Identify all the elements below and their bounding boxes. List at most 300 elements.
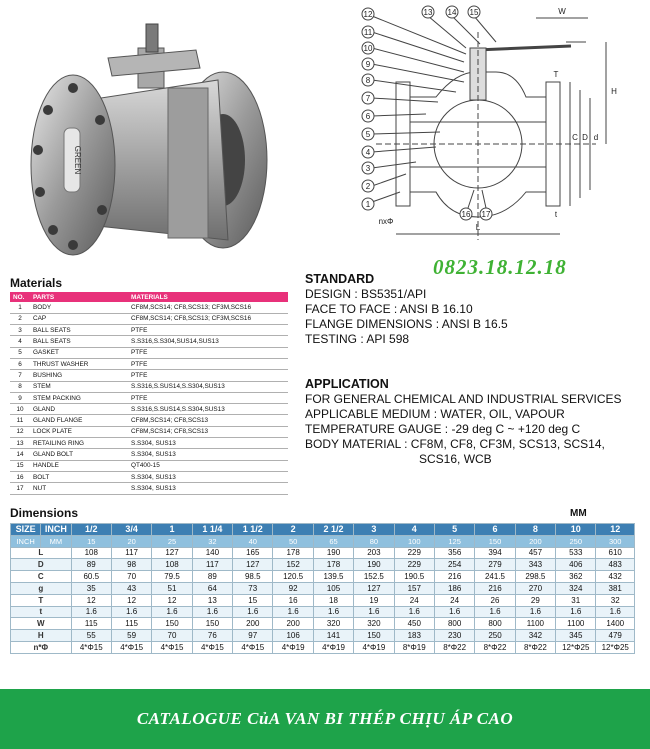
dimensions-cell: 31	[556, 594, 596, 606]
dimensions-cell: 406	[556, 559, 596, 571]
materials-part: HANDLE	[30, 460, 128, 471]
dimensions-row	[11, 641, 635, 653]
dimensions-cell: 270	[515, 582, 555, 594]
materials-material: S.S304, SUS13	[128, 471, 288, 482]
dimensions-cell: 200	[273, 618, 313, 630]
dimensions-cell: 127	[152, 547, 192, 559]
dimensions-cell: 216	[434, 571, 474, 583]
application-line: TEMPERATURE GAUGE : -29 deg C ~ +120 deg C	[305, 422, 581, 436]
materials-no: 14	[10, 449, 30, 460]
dimensions-cell: 12*Φ25	[596, 641, 635, 653]
dimensions-cell: 59	[111, 630, 151, 642]
dimensions-cell: 1.6	[556, 606, 596, 618]
dimensions-cell: 24	[394, 594, 434, 606]
dimensions-cell: 241.5	[475, 571, 515, 583]
dim-label-w: W	[558, 7, 566, 16]
dimensions-cell: 150	[354, 630, 394, 642]
svg-text:15: 15	[469, 8, 479, 17]
dimensions-row-label: C	[11, 571, 72, 583]
green-logo-text: GREEN	[73, 145, 82, 175]
materials-part: BODY	[30, 302, 128, 313]
materials-no: 15	[10, 460, 30, 471]
materials-material: CF8M,SCS14; CF8,SCS13; CF3M,SCS16	[128, 302, 288, 313]
materials-table	[10, 292, 288, 495]
materials-material: S.S304, SUS13	[128, 483, 288, 494]
callout-2	[362, 180, 374, 192]
materials-part: BOLT	[30, 471, 128, 482]
dimensions-row	[11, 606, 635, 618]
standard-line: FLANGE DIMENSIONS : ANSI B 16.5	[305, 317, 508, 331]
dimensions-header-cell: 250	[556, 535, 596, 547]
callout-6	[362, 110, 374, 122]
materials-no: 10	[10, 404, 30, 415]
svg-text:16: 16	[461, 210, 471, 219]
materials-header-no: NO.	[10, 292, 30, 302]
dimensions-cell: 342	[515, 630, 555, 642]
svg-text:2: 2	[365, 182, 371, 191]
materials-row	[10, 336, 288, 347]
dimensions-cell: 1.6	[515, 606, 555, 618]
dimensions-cell: 4*Φ19	[313, 641, 353, 653]
materials-part: BUSHING	[30, 370, 128, 381]
svg-text:5: 5	[365, 130, 371, 139]
materials-material: PTFE	[128, 370, 288, 381]
dimensions-cell: 70	[111, 571, 151, 583]
dim-label-c: C	[572, 133, 578, 142]
dimensions-cell: 4*Φ19	[273, 641, 313, 653]
dimensions-header-cell: 65	[313, 535, 353, 547]
svg-text:1: 1	[365, 200, 371, 209]
materials-row	[10, 381, 288, 392]
dimensions-header-cell: MM	[41, 535, 71, 547]
materials-row	[10, 347, 288, 358]
materials-no: 4	[10, 336, 30, 347]
dimensions-cell: 115	[71, 618, 111, 630]
materials-part: BALL SEATS	[30, 336, 128, 347]
dimensions-row	[11, 594, 635, 606]
dimensions-cell: 250	[475, 630, 515, 642]
dimensions-cell: 51	[152, 582, 192, 594]
dimensions-cell: 8*Φ22	[434, 641, 474, 653]
dimensions-cell: 12*Φ25	[556, 641, 596, 653]
dimensions-cell: 92	[273, 582, 313, 594]
dimensions-cell: 26	[475, 594, 515, 606]
dimensions-cell: 105	[313, 582, 353, 594]
materials-material: PTFE	[128, 358, 288, 369]
dimensions-cell: 229	[394, 559, 434, 571]
phone-number: 0823.18.12.18	[433, 255, 567, 279]
svg-text:4: 4	[365, 148, 371, 157]
dimensions-cell: 190	[313, 547, 353, 559]
dimensions-title: Dimensions	[10, 506, 79, 520]
standard-line: TESTING : API 598	[305, 332, 410, 346]
valve-cross-section-drawing	[356, 2, 638, 250]
dimensions-row-label: g	[11, 582, 72, 594]
svg-text:6: 6	[365, 112, 371, 121]
dimensions-header-cell: INCH	[11, 535, 41, 547]
dimensions-row	[11, 547, 635, 559]
dimensions-row-label: L	[11, 547, 72, 559]
materials-no: 9	[10, 392, 30, 403]
materials-part: NUT	[30, 483, 128, 494]
dimensions-cell: 19	[354, 594, 394, 606]
dimensions-cell: 35	[71, 582, 111, 594]
dimensions-cell: 216	[475, 582, 515, 594]
materials-row	[10, 483, 288, 494]
materials-header-parts: PARTS	[30, 292, 128, 302]
dimensions-cell: 141	[313, 630, 353, 642]
materials-part: GLAND	[30, 404, 128, 415]
dimensions-cell: 117	[111, 547, 151, 559]
dimensions-cell: 4*Φ15	[192, 641, 232, 653]
dimensions-row	[11, 582, 635, 594]
materials-no: 5	[10, 347, 30, 358]
dimensions-cell: 279	[475, 559, 515, 571]
dimensions-cell: 16	[273, 594, 313, 606]
materials-part: STEM	[30, 381, 128, 392]
dim-label-l: L	[475, 223, 481, 232]
dimensions-cell: 1.6	[273, 606, 313, 618]
materials-part: GLAND BOLT	[30, 449, 128, 460]
dimensions-cell: 394	[475, 547, 515, 559]
dimensions-cell: 483	[596, 559, 635, 571]
svg-text:8: 8	[365, 76, 371, 85]
dimensions-cell: 120.5	[273, 571, 313, 583]
dimensions-header-cell: 2	[273, 524, 313, 536]
dimensions-cell: 610	[596, 547, 635, 559]
application-section	[305, 377, 622, 467]
materials-no: 3	[10, 325, 30, 336]
dimensions-header-cell: 200	[515, 535, 555, 547]
dimensions-cell: 479	[596, 630, 635, 642]
dimensions-cell: 8*Φ22	[475, 641, 515, 653]
dimensions-cell: 152	[273, 559, 313, 571]
svg-text:10: 10	[363, 44, 373, 53]
materials-row	[10, 302, 288, 313]
dimensions-cell: 343	[515, 559, 555, 571]
dimensions-cell: 362	[556, 571, 596, 583]
dimensions-cell: 108	[152, 559, 192, 571]
dimensions-header-cell: 25	[152, 535, 192, 547]
materials-part: STEM PACKING	[30, 392, 128, 403]
dimensions-cell: 15	[233, 594, 273, 606]
dimensions-header-cell: 150	[475, 535, 515, 547]
dimensions-cell: 533	[556, 547, 596, 559]
dimensions-cell: 1.6	[475, 606, 515, 618]
materials-row	[10, 392, 288, 403]
dimensions-header-cell: 1 1/4	[192, 524, 232, 536]
dimensions-header-cell: 15	[71, 535, 111, 547]
dimensions-cell: 1.6	[596, 606, 635, 618]
ball-valve-photo	[18, 10, 280, 260]
dimensions-header-cell: 4	[394, 524, 434, 536]
dimensions-header-cell: 125	[434, 535, 474, 547]
dimensions-header-row	[11, 524, 635, 536]
materials-no: 11	[10, 415, 30, 426]
dim-label-small-d: d	[593, 133, 599, 142]
callout-11	[362, 26, 374, 38]
dimensions-cell: 1.6	[152, 606, 192, 618]
dimensions-cell: 12	[111, 594, 151, 606]
materials-part: GLAND FLANGE	[30, 415, 128, 426]
dimensions-cell: 800	[434, 618, 474, 630]
dimensions-cell: 1.6	[313, 606, 353, 618]
materials-row	[10, 415, 288, 426]
dimensions-cell: 140	[192, 547, 232, 559]
dimensions-cell: 76	[192, 630, 232, 642]
dimensions-cell: 1.6	[111, 606, 151, 618]
dimensions-header-cell: 2 1/2	[313, 524, 353, 536]
dimensions-cell: 13	[192, 594, 232, 606]
dimensions-cell: 127	[233, 559, 273, 571]
standard-heading: STANDARD	[305, 272, 375, 286]
standard-line: FACE TO FACE : ANSI B 16.10	[305, 302, 473, 316]
dimensions-cell: 254	[434, 559, 474, 571]
dimensions-cell: 32	[596, 594, 635, 606]
dim-label-t: T	[553, 70, 559, 79]
dimensions-cell: 73	[233, 582, 273, 594]
dimensions-cell: 1.6	[192, 606, 232, 618]
dimensions-header-cell: 3	[354, 524, 394, 536]
dimensions-cell: 64	[192, 582, 232, 594]
dimensions-row	[11, 630, 635, 642]
materials-no: 6	[10, 358, 30, 369]
dimensions-cell: 4*Φ19	[354, 641, 394, 653]
callout-16	[460, 208, 472, 220]
svg-text:11: 11	[363, 28, 373, 37]
materials-material: QT400-15	[128, 460, 288, 471]
dimensions-cell: 203	[354, 547, 394, 559]
application-line: APPLICABLE MEDIUM : WATER, OIL, VAPOUR	[305, 407, 565, 421]
materials-material: CF8M,SCS14; CF8,SCS13	[128, 415, 288, 426]
dimensions-cell: 1.6	[354, 606, 394, 618]
dimensions-header-cell: 10	[556, 524, 596, 536]
dimensions-cell: 55	[71, 630, 111, 642]
dimensions-cell: 4*Φ15	[111, 641, 151, 653]
materials-no: 13	[10, 438, 30, 449]
dimensions-header-cell: 1/2	[71, 524, 111, 536]
dimensions-row-label: T	[11, 594, 72, 606]
dimensions-cell: 4*Φ15	[152, 641, 192, 653]
dimensions-cell: 165	[233, 547, 273, 559]
dimensions-cell: 18	[313, 594, 353, 606]
dimensions-table	[10, 523, 635, 654]
dimensions-cell: 320	[354, 618, 394, 630]
dimensions-cell: 190	[354, 559, 394, 571]
dimensions-row	[11, 618, 635, 630]
materials-material: S.S316,S.SUS14,S.S304,SUS13	[128, 381, 288, 392]
dimensions-unit: MM	[570, 508, 587, 519]
callout-4	[362, 146, 374, 158]
dimensions-cell: 97	[233, 630, 273, 642]
dimensions-header-cell: 300	[596, 535, 635, 547]
svg-text:14: 14	[447, 8, 457, 17]
application-heading: APPLICATION	[305, 377, 389, 391]
dimensions-row	[11, 559, 635, 571]
materials-material: S.S316,S.SUS14,S.S304,SUS13	[128, 404, 288, 415]
dim-label-d: D	[582, 133, 588, 142]
materials-row	[10, 313, 288, 324]
materials-row	[10, 426, 288, 437]
dimensions-cell: 152.5	[354, 571, 394, 583]
dimensions-row-label: t	[11, 606, 72, 618]
dimensions-cell: 60.5	[71, 571, 111, 583]
materials-part: RETAILING RING	[30, 438, 128, 449]
materials-material: CF8M,SCS14; CF8,SCS13; CF3M,SCS16	[128, 313, 288, 324]
callout-1	[362, 198, 374, 210]
dimensions-cell: 12	[152, 594, 192, 606]
dimensions-cell: 24	[434, 594, 474, 606]
dimensions-cell: 12	[71, 594, 111, 606]
materials-no: 2	[10, 313, 30, 324]
materials-no: 1	[10, 302, 30, 313]
materials-part: GASKET	[30, 347, 128, 358]
materials-row	[10, 358, 288, 369]
dimensions-cell: 43	[111, 582, 151, 594]
dimensions-cell: 800	[475, 618, 515, 630]
dimensions-cell: 8*Φ19	[394, 641, 434, 653]
dimensions-header-cell: SIZE	[11, 524, 41, 536]
dimensions-cell: 29	[515, 594, 555, 606]
materials-material: S.S304, SUS13	[128, 449, 288, 460]
callout-8	[362, 74, 374, 86]
materials-no: 12	[10, 426, 30, 437]
dimensions-header-cell: INCH	[41, 524, 71, 536]
dimensions-cell: 98	[111, 559, 151, 571]
materials-row	[10, 449, 288, 460]
callout-12	[362, 8, 374, 20]
dimensions-cell: 139.5	[313, 571, 353, 583]
dimensions-cell: 8*Φ22	[515, 641, 555, 653]
dimensions-header-cell: 12	[596, 524, 635, 536]
dimensions-header-cell: 80	[354, 535, 394, 547]
materials-row	[10, 325, 288, 336]
dimensions-cell: 150	[152, 618, 192, 630]
dimensions-header-cell: 100	[394, 535, 434, 547]
materials-material: CF8M,SCS14; CF8,SCS13	[128, 426, 288, 437]
dimensions-cell: 1100	[515, 618, 555, 630]
dimensions-cell: 1.6	[394, 606, 434, 618]
dimensions-cell: 1400	[596, 618, 635, 630]
svg-text:7: 7	[365, 94, 371, 103]
dimensions-header-cell: 8	[515, 524, 555, 536]
dimensions-header-cell: 32	[192, 535, 232, 547]
materials-row	[10, 438, 288, 449]
dimensions-cell: 117	[192, 559, 232, 571]
svg-text:9: 9	[365, 60, 371, 69]
dimensions-header-cell: 50	[273, 535, 313, 547]
dimensions-cell: 1.6	[434, 606, 474, 618]
dimensions-cell: 1.6	[233, 606, 273, 618]
svg-text:17: 17	[481, 210, 491, 219]
callout-10	[362, 42, 374, 54]
dimensions-cell: 178	[273, 547, 313, 559]
dimensions-header-cell: 3/4	[111, 524, 151, 536]
dim-label-bolts: nxΦ	[378, 217, 394, 226]
dimensions-cell: 450	[394, 618, 434, 630]
dimensions-cell: 229	[394, 547, 434, 559]
dimensions-cell: 98.5	[233, 571, 273, 583]
dimensions-header-cell: 40	[233, 535, 273, 547]
dimensions-cell: 106	[273, 630, 313, 642]
materials-material: S.S316,S.S304,SUS14,SUS13	[128, 336, 288, 347]
dimensions-cell: 200	[233, 618, 273, 630]
callout-14	[446, 6, 458, 18]
standard-section	[305, 272, 508, 347]
svg-text:13: 13	[423, 8, 433, 17]
dimensions-cell: 4*Φ15	[233, 641, 273, 653]
callout-7	[362, 92, 374, 104]
dimensions-cell: 108	[71, 547, 111, 559]
dimensions-row	[11, 571, 635, 583]
materials-part: LOCK PLATE	[30, 426, 128, 437]
dimensions-cell: 89	[192, 571, 232, 583]
materials-no: 17	[10, 483, 30, 494]
dimensions-cell: 432	[596, 571, 635, 583]
materials-material: PTFE	[128, 392, 288, 403]
banner-title: CATALOGUE CủA VAN BI THÉP CHỊU ÁP CAO	[136, 709, 514, 728]
dimensions-cell: 1.6	[71, 606, 111, 618]
materials-material: PTFE	[128, 347, 288, 358]
svg-text:12: 12	[363, 10, 373, 19]
dimensions-header-cell: 6	[475, 524, 515, 536]
dimensions-cell: 457	[515, 547, 555, 559]
materials-part: CAP	[30, 313, 128, 324]
callout-5	[362, 128, 374, 140]
dimensions-cell: 4*Φ15	[71, 641, 111, 653]
callout-3	[362, 162, 374, 174]
dimensions-header-cell: 20	[111, 535, 151, 547]
materials-row	[10, 370, 288, 381]
callout-15	[468, 6, 480, 18]
materials-material: S.S304, SUS13	[128, 438, 288, 449]
dimensions-row-label: W	[11, 618, 72, 630]
application-line: BODY MATERIAL : CF8M, CF8, CF3M, SCS13, SCS14,	[305, 437, 605, 451]
dimensions-cell: 356	[434, 547, 474, 559]
dim-label-h: H	[611, 87, 617, 96]
dimensions-header-row	[11, 535, 635, 547]
dimensions-cell: 324	[556, 582, 596, 594]
materials-row	[10, 460, 288, 471]
dimensions-row-label: H	[11, 630, 72, 642]
dimensions-cell: 190.5	[394, 571, 434, 583]
materials-no: 16	[10, 471, 30, 482]
dimensions-cell: 115	[111, 618, 151, 630]
catalogue-banner	[0, 689, 650, 749]
materials-part: BALL SEATS	[30, 325, 128, 336]
dimensions-cell: 70	[152, 630, 192, 642]
materials-no: 8	[10, 381, 30, 392]
dimensions-cell: 183	[394, 630, 434, 642]
callout-13	[422, 6, 434, 18]
callout-17	[480, 208, 492, 220]
callout-9	[362, 58, 374, 70]
dimensions-header-cell: 1 1/2	[233, 524, 273, 536]
dimensions-cell: 89	[71, 559, 111, 571]
dimensions-cell: 1100	[556, 618, 596, 630]
materials-material: PTFE	[128, 325, 288, 336]
dimensions-cell: 381	[596, 582, 635, 594]
dimensions-cell: 186	[434, 582, 474, 594]
materials-row	[10, 404, 288, 415]
dimensions-row-label: D	[11, 559, 72, 571]
dimensions-header-cell: 5	[434, 524, 474, 536]
dimensions-cell: 150	[192, 618, 232, 630]
dimensions-cell: 79.5	[152, 571, 192, 583]
dim-label-t-small: t	[554, 210, 558, 219]
dimensions-cell: 345	[556, 630, 596, 642]
application-line-continued: SCS16, WCB	[419, 452, 492, 466]
